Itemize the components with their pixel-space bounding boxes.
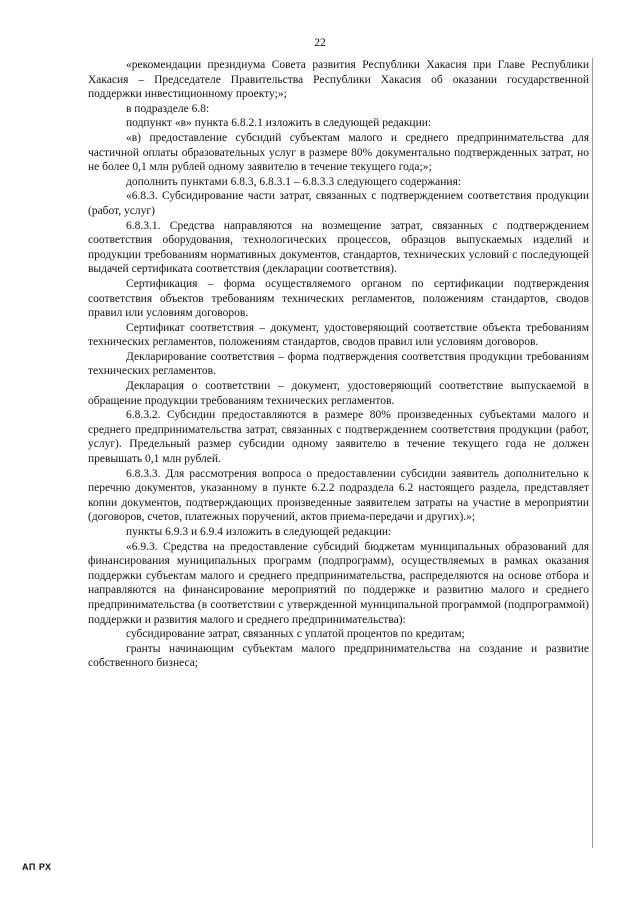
- paragraph: подпункт «в» пункта 6.8.2.1 изложить в следующей редакции:: [126, 117, 432, 130]
- paragraph: Декларирование соответствия – форма подтверждения соответствия продукции требованиям технических регламентов.: [88, 350, 589, 378]
- paragraph: Сертификация – форма осуществляемого органом по сертификации подтверждения соответствия объектов требованиям технических регламентов, положениям стандартов, сводов правил или условиям договоров.: [88, 277, 589, 320]
- paragraph: 6.8.3.1. Средства направляются на возмещение затрат, связанных с подтверждением соответствия оборудования, технологических процессов, образцов выпускаемых изделий и продукции требованиям нормативных документов, стандартов, технических условий с последующей выдачей сертификата соответствия (декларации соответствия).: [88, 219, 589, 276]
- footer-mark: АП РХ: [22, 862, 52, 872]
- paragraph: субсидирование затрат, связанных с уплатой процентов по кредитам;: [126, 628, 465, 641]
- paragraph: «в) предоставление субсидий субъектам малого и среднего предпринимательства для частичной оплаты образовательных услуг в размере 80% документально подтвержденных затрат, но не более 0,1 млн рублей одному заявителю в течение текущего года;»;: [88, 131, 589, 174]
- paragraph: Декларация о соответствии – документ, удостоверяющий соответствие выпускаемой в обращение продукции требованиям технических регламентов.: [88, 380, 589, 407]
- paragraph: «рекомендации президиума Совета развития Республики Хакасия при Главе Республики Хакасия – Председателе Правительства Республики Хакасия об оказании государственной поддержки инвестиционному проекту;»;: [88, 59, 589, 101]
- paragraph: Сертификат соответствия – документ, удостоверяющий соответствие объекта требованиям технических регламентов, положениям стандартов, сводов правил или условиям договоров.: [88, 321, 589, 349]
- paragraph: гранты начинающим субъектам малого предпринимательства на создание и развитие собственного бизнеса;: [88, 642, 589, 670]
- paragraph: 6.8.3.3. Для рассмотрения вопроса о предоставлении субсидии заявитель дополнительно к перечню документов, указанному в пункте 6.2.2 подраздела 6.2 настоящего раздела, представляет копии документов, подтверждающих произведенные заявителем затраты на участие в мероприятии (договоров, счетов, платежных поручений, актов приема-передачи и других).»;: [88, 467, 589, 524]
- paragraph: в подразделе 6.8:: [126, 102, 210, 115]
- page-number: 22: [314, 37, 326, 49]
- document-body: [88, 58, 589, 671]
- paragraph: «6.8.3. Субсидирование части затрат, связанных с подтверждением соответствия продукции (работ, услуг): [88, 190, 589, 217]
- paragraph: пункты 6.9.3 и 6.9.4 изложить в следующей редакции:: [126, 526, 392, 538]
- paragraph: дополнить пунктами 6.8.3, 6.8.3.1 – 6.8.3.3 следующего содержания:: [126, 175, 462, 188]
- paragraph: 6.8.3.2. Субсидии предоставляются в размере 80% произведенных субъектами малого и среднего предпринимательства затрат, связанных с подтверждением соответствия продукции (работ, услуг). Предельный размер субсидии одному заявителю в течение текущего года не должен превышать 0,1 млн рублей.: [88, 409, 589, 466]
- paragraph: «6.9.3. Средства на предоставление субсидий бюджетам муниципальных образований для финансирования муниципальных программ (подпрограмм), осуществляемых в рамках оказания поддержки субъектам малого и среднего предпринимательства, распределяются на основе отбора и направляются на финансирование мероприятий по поддержке и развитию малого и среднего предпринимательства (в соответствии с утвержденной муниципальной программой (подпрограммой) поддержки и развития малого и среднего предпринимательства):: [88, 540, 589, 626]
- scan-edge-line: [592, 58, 593, 848]
